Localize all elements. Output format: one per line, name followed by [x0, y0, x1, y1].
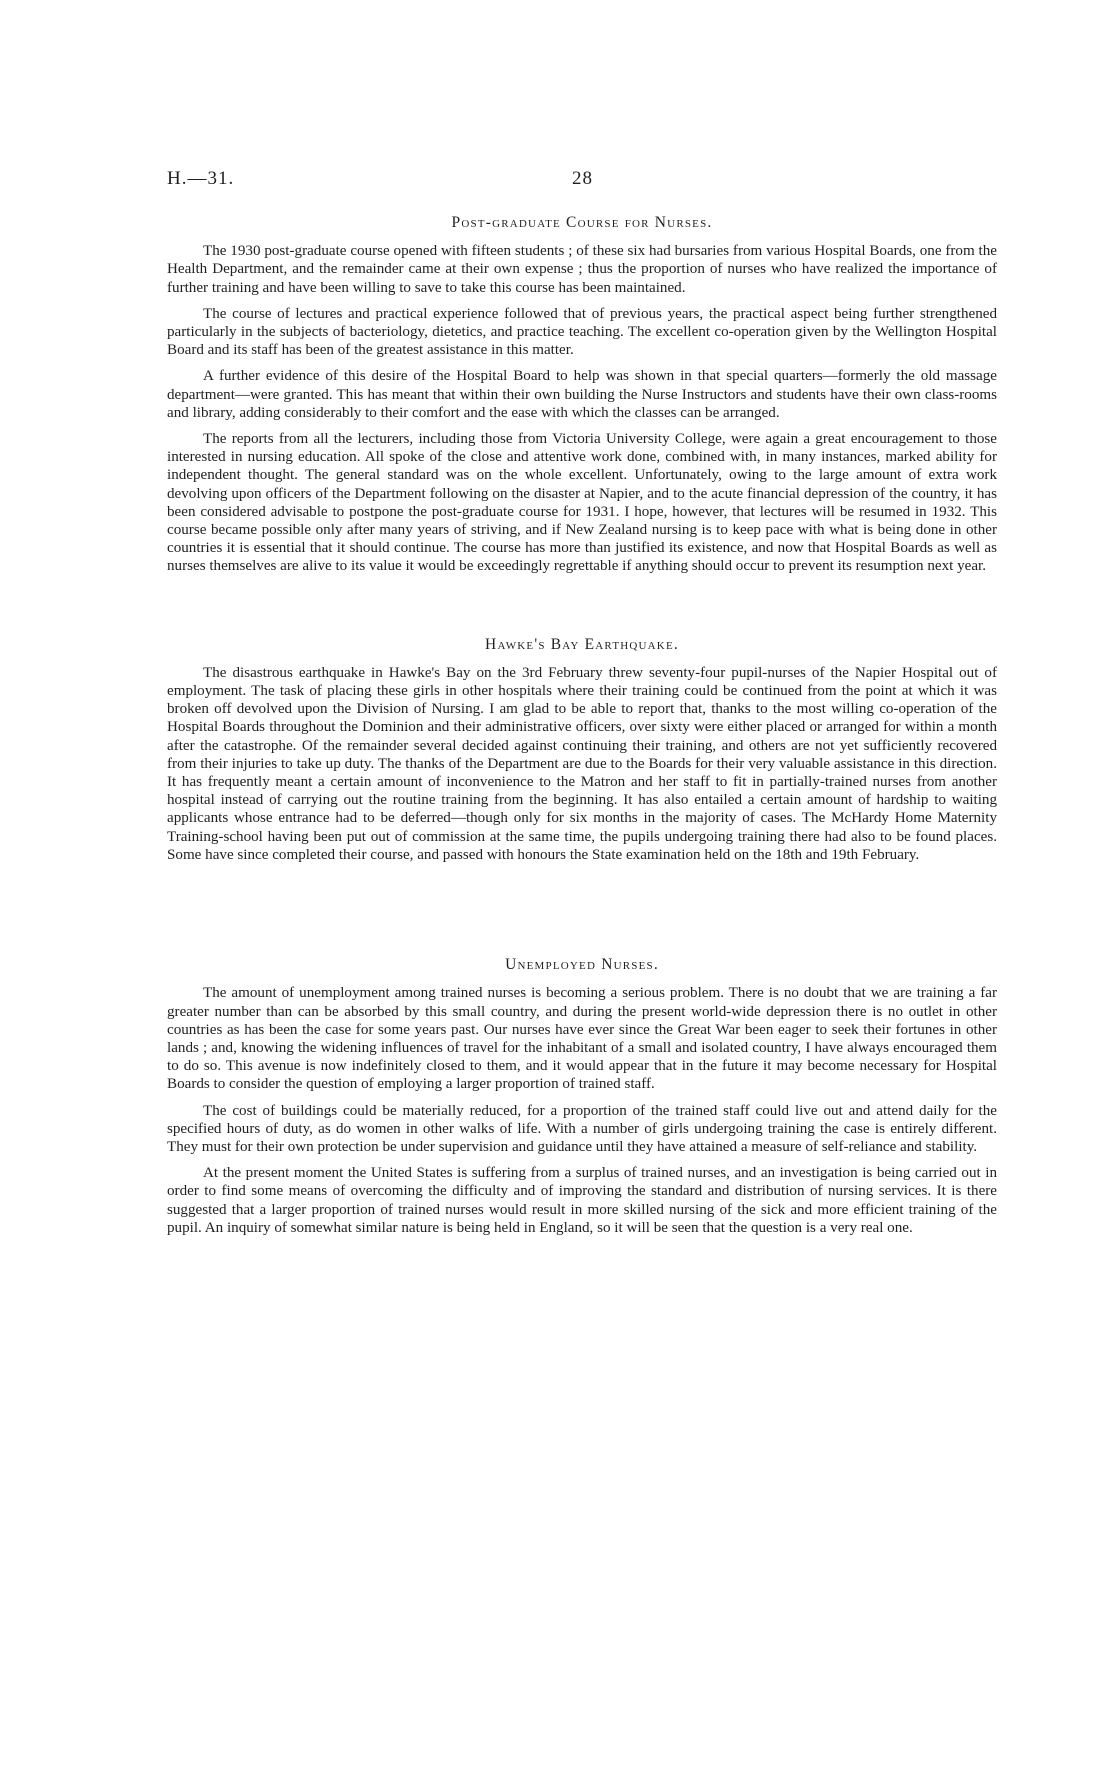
- section-title: Post-graduate Course for Nurses.: [451, 214, 713, 231]
- paragraph: The disastrous earthquake in Hawke's Bay on the 3rd February threw seventy-four pupil-nurses of the Napier Hospital out of employment. The task of placing these girls in other hospitals where their training could be continued from the point at which it was broken off devolved upon the Division of Nursing. I am glad to be able to report that, thanks to the most willing co-operation of the Hospital Boards throughout the Dominion and their administrative officers, over sixty were either placed or arranged for within a month after the catastrophe. Of the remainder several decided against continuing their training, and others are not yet sufficiently recovered from their injuries to take up duty. The thanks of the Department are due to the Boards for their very valuable assistance in this direction. It has frequently meant a certain amount of inconvenience to the Matron and her staff to fit in partially-trained nurses from another hospital instead of carrying out the routine training from the beginning. It has also entailed a certain amount of hardship to waiting applicants whose entrance had to be deferred—though only for six months in the majority of cases. The McHardy Home Maternity Training-school having been put out of commission at the same time, the pupils undergoing training there had also to be found places. Some have since completed their course, and passed with honours the State examination held on the 18th and 19th February.: [167, 664, 997, 863]
- document-reference: H.—31.: [167, 168, 235, 189]
- section-post-graduate-course: [167, 214, 997, 576]
- page-header: [167, 168, 997, 198]
- paragraph: The course of lectures and practical experience followed that of previous years, the practical aspect being further strengthened particularly in the subjects of bacteriology, dietetics, and practice teaching. The excellent co-operation given by the Wellington Hospital Board and its staff has been of the greatest assistance in this matter.: [167, 305, 997, 359]
- section-hawkes-bay-earthquake: [167, 636, 997, 864]
- section-spacer: [167, 872, 997, 956]
- paragraph: At the present moment the United States is suffering from a surplus of trained nurses, and an investigation is being carried out in order to find some means of overcoming the difficulty and of improving the standard and distribution of nursing services. It is there suggested that a larger proportion of trained nurses would result in more skilled nursing of the sick and more efficient training of the pupil. An inquiry of somewhat similar nature is being held in England, so it will be seen that the question is a very real one.: [167, 1165, 997, 1236]
- page-number: 28: [572, 168, 593, 189]
- paragraph: A further evidence of this desire of the Hospital Board to help was shown in that special quarters—formerly the old massage department—were granted. This has meant that within their own building the Nurse Instructors and students have their own class-rooms and library, adding considerably to their comfort and the ease with which the classes can be arranged.: [167, 368, 997, 421]
- page-body: [167, 214, 997, 1245]
- section-unemployed-nurses: [167, 956, 997, 1237]
- section-title: Unemployed Nurses.: [505, 956, 659, 974]
- paragraph: The reports from all the lecturers, including those from Victoria University College, were again a great encouragement to those interested in nursing education. All spoke of the close and attentive work done, combined with, in many instances, marked ability for independent thought. The general standard was on the whole excellent. Unfortunately, owing to the large amount of extra work devolving upon officers of the Department following on the disaster at Napier, and to the acute financial depression of the country, it has been considered advisable to postpone the post-graduate course for 1931. I hope, however, that lectures will be resumed in 1932. This course became possible only after many years of striving, and if New Zealand nursing is to keep pace with what is being done in other countries it is essential that it should continue. The course has more than justified its existence, and now that Hospital Boards as well as nurses themselves are alive to its value it would be exceedingly regrettable if anything should occur to prevent its resumption next year.: [167, 431, 997, 575]
- paragraph: The cost of buildings could be materially reduced, for a proportion of the trained staff could live out and attend daily for the specified hours of duty, as do women in other walks of life. With a number of girls undergoing training the case is entirely different. They must for their own protection be under supervision and guidance until they have attained a measure of self-reliance and stability.: [167, 1102, 997, 1155]
- paragraph: The amount of unemployment among trained nurses is becoming a serious problem. There is no doubt that we are training a far greater number than can be absorbed by this small country, and during the present world-wide depression there is no outlet in other countries as has been the case for some years past. Our nurses have ever since the Great War been eager to seek their fortunes in other lands ; and, knowing the widening influences of travel for the inhabitant of a small and isolated country, I have always encouraged them to do so. This avenue is now indefinitely closed to them, and it would appear that in the future it may become necessary for Hospital Boards to consider the question of employing a larger proportion of trained staff.: [167, 985, 997, 1093]
- paragraph: The 1930 post-graduate course opened with fifteen students ; of these six had bursaries from various Hospital Boards, one from the Health Department, and the remainder came at their own expense ; thus the proportion of nurses who have realized the importance of further training and have been willing to save to take this course has been maintained.: [167, 243, 997, 296]
- section-title: Hawke's Bay Earthquake.: [485, 635, 679, 653]
- section-spacer: [167, 584, 997, 636]
